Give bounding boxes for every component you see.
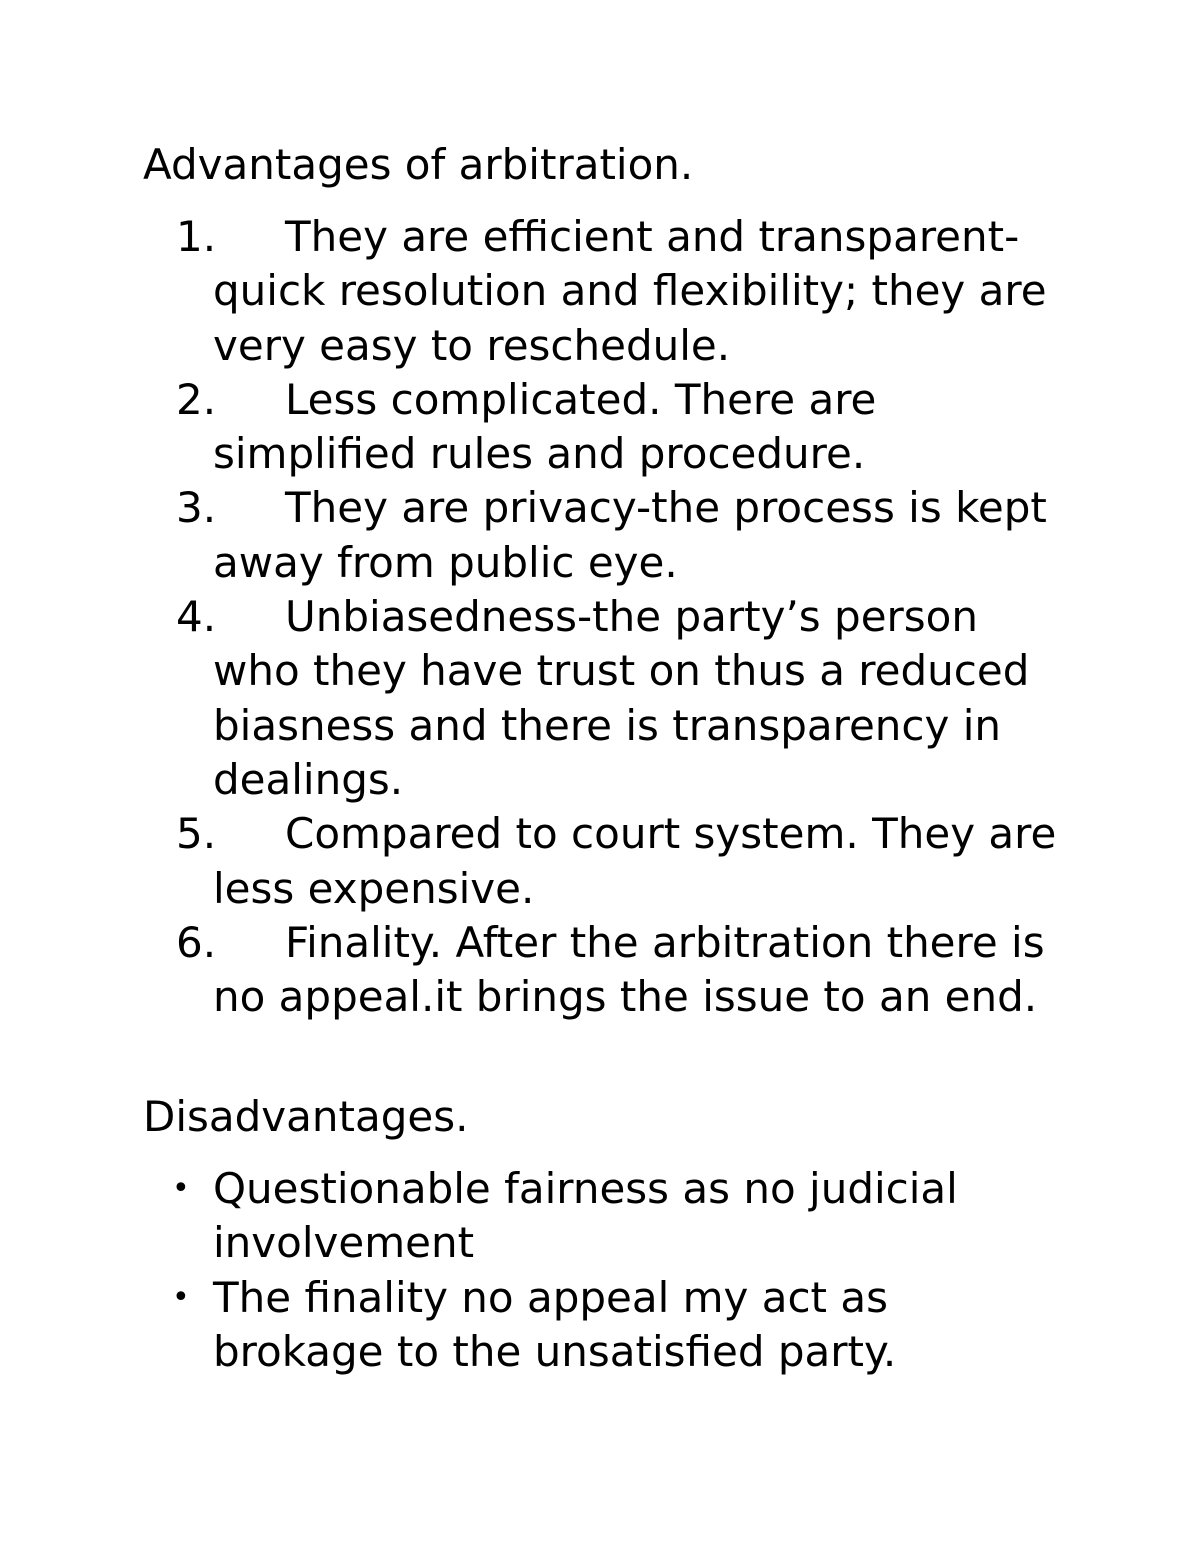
list-item-text: They are efficient and transparent-quick resolution and flexibility; they are very easy to reschedule. (213, 212, 1047, 370)
list-item (0, 1271, 1063, 1380)
list-item-text: Unbiasedness-the party’s person who they have trust on thus a reduced biasness and there is transparency in dealings. (213, 592, 1030, 804)
list-item-text: Compared to court system. They are less expensive. (213, 809, 1057, 913)
list-item-text: The finality no appeal my act as brokage to the unsatisfied party. (213, 1272, 897, 1376)
list-item-text: They are privacy-the process is kept away from public eye. (213, 483, 1047, 587)
list-item-text: Questionable fairness as no judicial involvement (213, 1164, 958, 1268)
list-item-text: Less complicated. There are simplified rules and procedure. (213, 374, 877, 479)
list-item (0, 210, 1063, 373)
bullet-icon: • (172, 1279, 190, 1315)
disadvantages-heading: Disadvantages. (143, 1092, 469, 1141)
list-item (0, 1162, 1063, 1271)
list-item (0, 916, 1063, 1025)
disadvantages-list (0, 1162, 1063, 1379)
list-item (0, 807, 1063, 916)
advantages-heading: Advantages of arbitration. (143, 140, 694, 189)
list-item (0, 481, 1063, 590)
advantages-list (0, 210, 1063, 1024)
list-number: 3. (176, 483, 217, 533)
list-number: 4. (176, 592, 217, 642)
list-item-text: Finality. After the arbitration there is no appeal.it brings the issue to an end. (213, 917, 1045, 1022)
list-item (0, 373, 1063, 482)
list-number: 1. (176, 212, 217, 261)
list-number: 5. (176, 809, 217, 859)
bullet-icon: • (172, 1171, 190, 1206)
list-item (0, 590, 1063, 807)
list-number: 6. (176, 917, 217, 967)
list-number: 2. (176, 374, 217, 424)
